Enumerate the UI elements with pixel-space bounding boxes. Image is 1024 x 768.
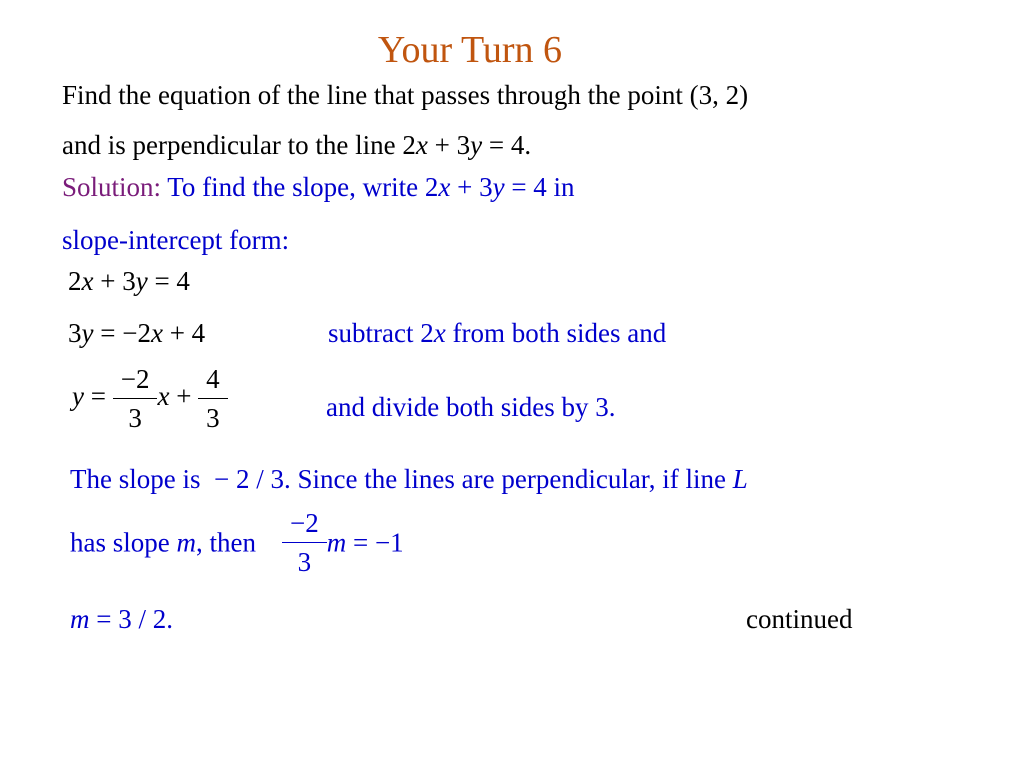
equation-step-2 <box>68 318 205 349</box>
solution-text: + 3 <box>450 172 493 202</box>
fraction-numerator: 4 <box>198 366 228 399</box>
note-text: from both sides and <box>445 318 667 348</box>
solution-line-2: slope-intercept form: <box>62 225 290 255</box>
has-slope-text: has slope <box>70 527 177 558</box>
line-L: L <box>732 464 748 494</box>
fraction-four-thirds <box>198 366 228 432</box>
rhs-text: = −1 <box>346 527 404 558</box>
eq-x: x <box>150 318 163 348</box>
note-text: subtract 2 <box>328 318 434 348</box>
eq-x: x <box>157 381 170 412</box>
solution-label: Solution: <box>62 172 162 202</box>
eq-y: y <box>81 318 94 348</box>
continued-label: continued <box>746 604 853 634</box>
fraction-neg-two-thirds <box>282 510 327 576</box>
problem-eq-part: + 3 <box>427 130 471 160</box>
solution-text: = 4 in <box>504 172 575 202</box>
eq-part: 2 <box>68 266 82 296</box>
solution-text: To find the slope, write 2 <box>161 172 439 202</box>
has-slope-m: m <box>176 527 196 558</box>
note-x: x <box>433 318 446 348</box>
result-text: = 3 / 2. <box>89 604 173 634</box>
has-slope-line <box>70 510 404 576</box>
slope-text: The slope is − 2 / 3. Since the lines are perpendicular, if line <box>70 464 733 494</box>
problem-line-1: Find the equation of the line that passes through the point (3, 2) <box>62 80 749 110</box>
problem-eq-part: = 4. <box>482 130 532 160</box>
fraction-neg-two-thirds <box>113 366 158 432</box>
solution-x: x <box>438 172 451 202</box>
problem-eq-y: y <box>470 130 483 160</box>
eq-part: + 3 <box>93 266 136 296</box>
slide-title: Your Turn 6 <box>377 29 563 71</box>
fraction-denominator: 3 <box>297 547 312 577</box>
solution-line-1 <box>62 172 575 203</box>
fraction-denominator: 3 <box>206 403 220 433</box>
problem-eq-x: x <box>415 130 428 160</box>
eq-part: 3 <box>68 318 82 348</box>
eq-part: + 4 <box>162 318 206 348</box>
eq-y: y <box>135 266 148 296</box>
rhs-m: m <box>326 527 347 558</box>
result-line <box>70 604 173 635</box>
fraction-numerator: −2 <box>282 510 327 543</box>
eq-x: x <box>81 266 94 296</box>
eq-y: y <box>72 381 84 412</box>
fraction-denominator: 3 <box>128 403 142 433</box>
problem-eq-part: 2 <box>402 130 416 160</box>
eq-part: + <box>169 381 199 412</box>
problem-line-2-text: and is perpendicular to the line <box>62 130 403 160</box>
has-slope-text: , then <box>195 527 256 558</box>
step-2-note <box>328 318 666 349</box>
result-m: m <box>70 604 90 634</box>
eq-part: = 4 <box>147 266 190 296</box>
step-3-note: and divide both sides by 3. <box>326 392 616 422</box>
slope-statement <box>70 464 748 495</box>
eq-part: = −2 <box>93 318 151 348</box>
eq-part: = <box>83 381 113 412</box>
problem-line-2 <box>62 130 531 161</box>
equation-step-3 <box>72 366 228 432</box>
equation-step-1 <box>68 266 190 297</box>
solution-y: y <box>492 172 505 202</box>
fraction-numerator: −2 <box>113 366 158 399</box>
